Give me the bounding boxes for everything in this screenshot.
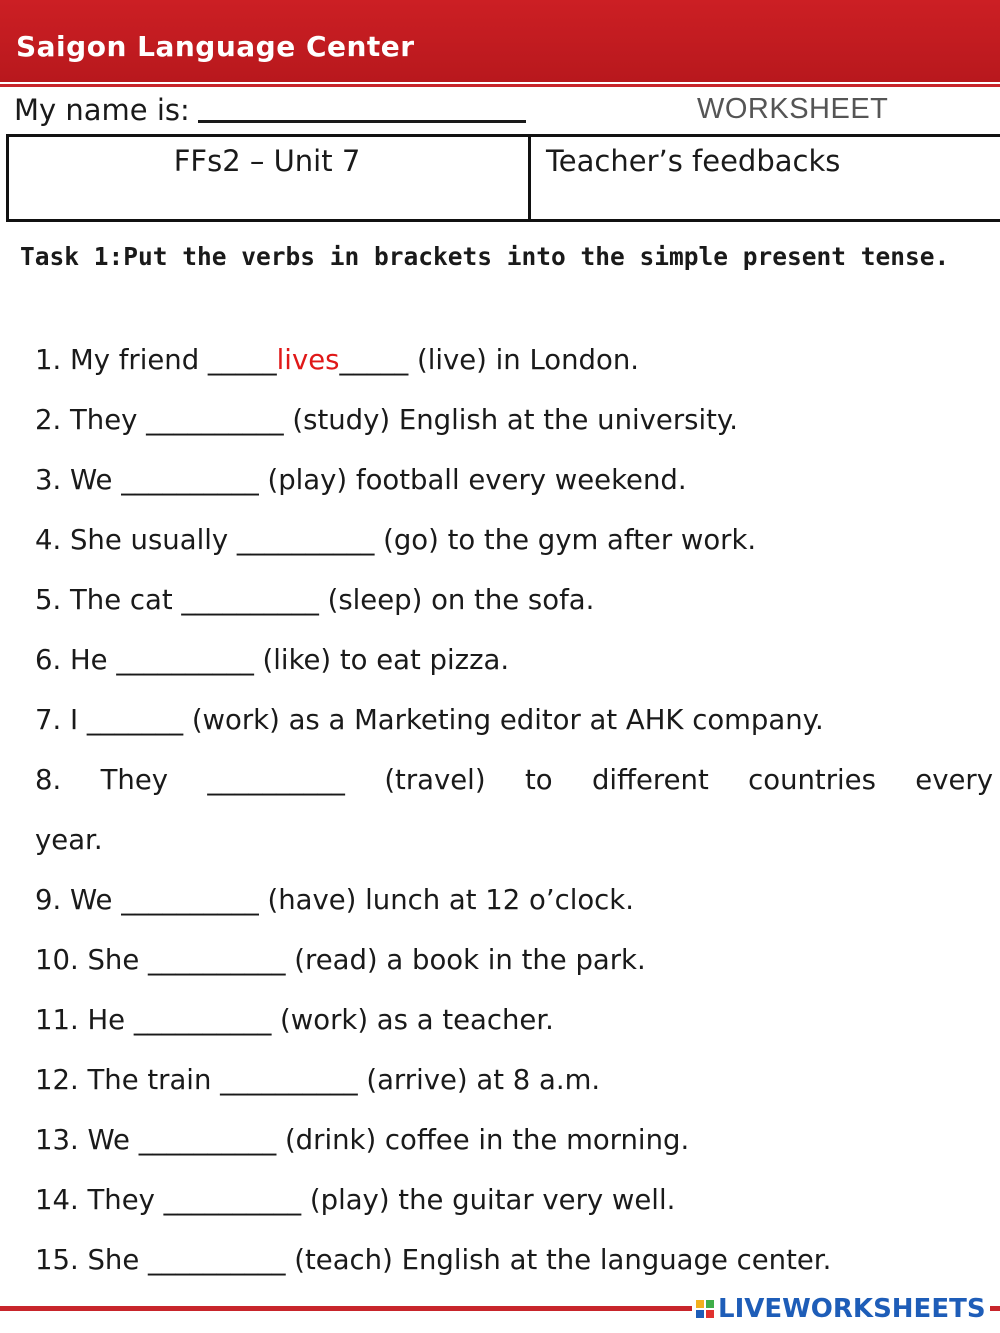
header-divider [0,84,1000,87]
question-7[interactable]: 7. I _______ (work) as a Marketing editor at AHK company. [35,704,824,736]
name-label: My name is: [14,93,190,127]
task-instruction: Task 1:Put the verbs in brackets into the simple present tense. [20,242,950,271]
liveworksheets-logo-icon [696,1300,714,1318]
question-1-answer[interactable]: lives [276,344,340,376]
question-1-before: My friend _____ [70,344,277,376]
school-name: Saigon Language Center [16,30,415,63]
question-8-line2: year. [35,824,103,856]
question-4[interactable]: 4. She usually __________ (go) to the gym after work. [35,524,757,556]
question-13[interactable]: 13. We __________ (drink) coffee in the morning. [35,1124,690,1156]
info-table-divider [528,134,531,222]
question-14[interactable]: 14. They __________ (play) the guitar very well. [35,1184,676,1216]
teacher-feedback-label: Teacher’s feedbacks [546,144,841,178]
worksheet-label: WORKSHEET [697,93,889,125]
question-15[interactable]: 15. She __________ (teach) English at the language center. [35,1244,832,1276]
question-1-number: 1. [35,344,62,376]
question-9[interactable]: 9. We __________ (have) lunch at 12 o’clock. [35,884,634,916]
question-12[interactable]: 12. The train __________ (arrive) at 8 a.m. [35,1064,601,1096]
question-2[interactable]: 2. They __________ (study) English at the university. [35,404,738,436]
question-5[interactable]: 5. The cat __________ (sleep) on the sofa. [35,584,595,616]
question-1-after: _____ (live) in London. [339,344,640,376]
question-11[interactable]: 11. He __________ (work) as a teacher. [35,1004,554,1036]
question-10[interactable]: 10. She __________ (read) a book in the park. [35,944,646,976]
liveworksheets-logo-text: LIVEWORKSHEETS [718,1294,986,1324]
question-1 [35,342,639,378]
question-8-line1[interactable]: 8. They __________ (travel) to different countries every [35,764,993,796]
course-unit: FFs2 – Unit 7 [173,144,361,178]
name-input-line[interactable] [198,120,526,123]
liveworksheets-logo [692,1294,990,1324]
question-3[interactable]: 3. We __________ (play) football every weekend. [35,464,687,496]
question-6[interactable]: 6. He __________ (like) to eat pizza. [35,644,510,676]
